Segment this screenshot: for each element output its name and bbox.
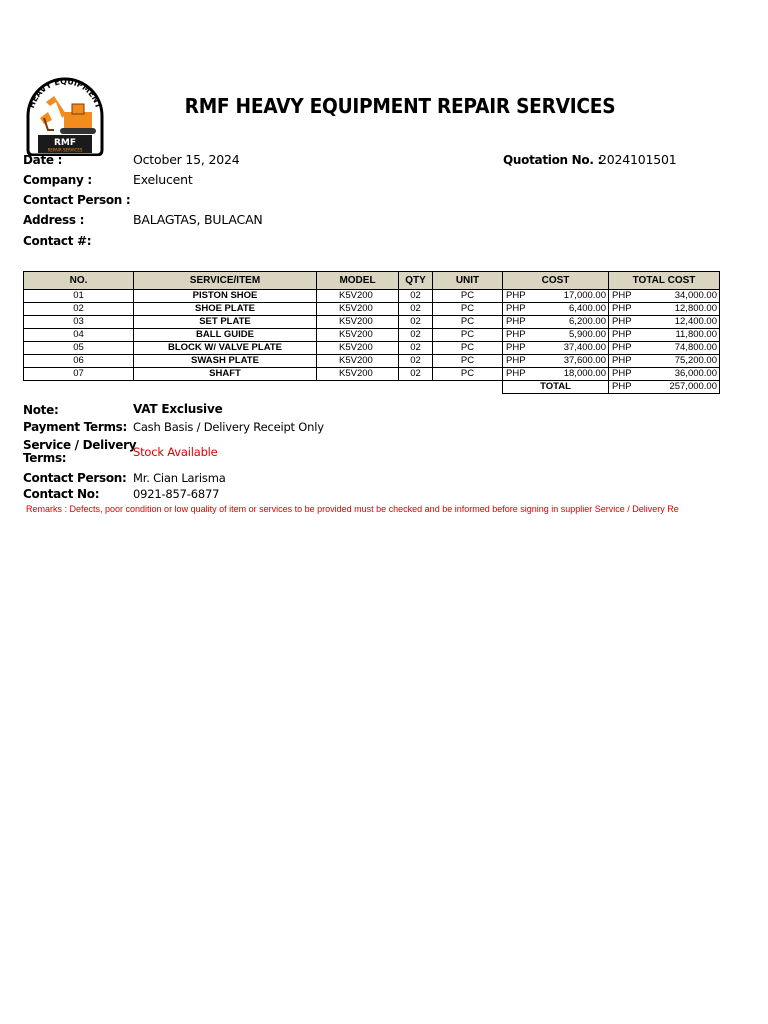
contact-no-terms-value: 0921-857-6877 (133, 487, 220, 501)
contact-person-label: Contact Person : (23, 193, 131, 207)
row-unit: PC (433, 329, 503, 342)
header-unit: UNIT (433, 272, 503, 290)
row-cost (503, 290, 609, 303)
currency-label: PHP (506, 329, 526, 340)
contact-person-terms-label: Contact Person: (23, 471, 127, 485)
row-item: SHAFT (134, 368, 317, 381)
address-label: Address : (23, 213, 85, 227)
row-cost (503, 368, 609, 381)
row-unit: PC (433, 290, 503, 303)
row-total (609, 290, 720, 303)
document-title: RMF HEAVY EQUIPMENT REPAIR SERVICES (184, 94, 616, 118)
currency-label: PHP (506, 290, 526, 301)
row-model: K5V200 (317, 329, 399, 342)
row-qty: 02 (399, 329, 433, 342)
currency-label: PHP (506, 303, 526, 314)
row-model: K5V200 (317, 355, 399, 368)
header-total-cost: TOTAL COST (609, 272, 720, 290)
contact-person-terms-value: Mr. Cian Larisma (133, 471, 226, 485)
total-value-cell (609, 381, 720, 394)
table-row (24, 368, 720, 381)
row-total-value: 12,800.00 (674, 303, 717, 314)
currency-label: PHP (612, 368, 632, 379)
currency-label: PHP (612, 355, 632, 366)
row-total (609, 329, 720, 342)
table-total-row (24, 381, 720, 394)
row-item: BLOCK W/ VALVE PLATE (134, 342, 317, 355)
contact-number-label: Contact #: (23, 234, 92, 248)
row-qty: 02 (399, 316, 433, 329)
logo-arc-text: HEAVY EQUIPMENT (27, 76, 103, 110)
row-cost-value: 37,400.00 (563, 342, 606, 353)
row-item: SET PLATE (134, 316, 317, 329)
row-cost-value: 6,200.00 (569, 316, 606, 327)
row-cost (503, 303, 609, 316)
total-value: 257,000.00 (669, 381, 717, 392)
row-qty: 02 (399, 303, 433, 316)
quotation-table (23, 271, 720, 394)
table-row (24, 355, 720, 368)
date-label: Date : (23, 153, 63, 167)
table-row (24, 329, 720, 342)
payment-terms-label: Payment Terms: (23, 420, 128, 434)
currency-label: PHP (506, 342, 526, 353)
table-header-row (24, 272, 720, 290)
row-no: 07 (24, 368, 134, 381)
row-qty: 02 (399, 368, 433, 381)
table-row (24, 342, 720, 355)
row-cost (503, 355, 609, 368)
payment-terms-value: Cash Basis / Delivery Receipt Only (133, 420, 324, 434)
row-total (609, 355, 720, 368)
header-service-item: SERVICE/ITEM (134, 272, 317, 290)
table-row (24, 303, 720, 316)
service-terms-value: Stock Available (133, 445, 218, 459)
row-item: SHOE PLATE (134, 303, 317, 316)
currency-label: PHP (612, 303, 632, 314)
currency-label: PHP (612, 381, 632, 392)
row-no: 06 (24, 355, 134, 368)
quotation-label: Quotation No. : (503, 153, 602, 167)
row-total-value: 74,800.00 (674, 342, 717, 353)
row-total (609, 303, 720, 316)
row-cost-value: 17,000.00 (563, 290, 606, 301)
row-item: BALL GUIDE (134, 329, 317, 342)
row-cost-value: 5,900.00 (569, 329, 606, 340)
table-row (24, 316, 720, 329)
row-no: 04 (24, 329, 134, 342)
header-model: MODEL (317, 272, 399, 290)
row-total-value: 12,400.00 (674, 316, 717, 327)
table-row (24, 290, 720, 303)
row-model: K5V200 (317, 316, 399, 329)
date-value: October 15, 2024 (133, 152, 240, 167)
note-label: Note: (23, 403, 59, 417)
row-cost-value: 18,000.00 (563, 368, 606, 379)
row-unit: PC (433, 368, 503, 381)
row-item: SWASH PLATE (134, 355, 317, 368)
currency-label: PHP (612, 290, 632, 301)
row-qty: 02 (399, 290, 433, 303)
row-cost-value: 37,600.00 (563, 355, 606, 366)
row-no: 05 (24, 342, 134, 355)
row-no: 01 (24, 290, 134, 303)
row-total (609, 368, 720, 381)
remarks-text: Remarks : Defects, poor condition or low quality of item or services to be provided must be checked and be informed before signing in supplier Service / Delivery Re (26, 504, 679, 514)
row-qty: 02 (399, 342, 433, 355)
row-unit: PC (433, 316, 503, 329)
currency-label: PHP (612, 316, 632, 327)
currency-label: PHP (612, 342, 632, 353)
currency-label: PHP (506, 355, 526, 366)
row-total-value: 34,000.00 (674, 290, 717, 301)
row-model: K5V200 (317, 290, 399, 303)
row-unit: PC (433, 355, 503, 368)
currency-label: PHP (506, 368, 526, 379)
company-value: Exelucent (133, 172, 193, 187)
row-cost (503, 329, 609, 342)
note-value: VAT Exclusive (133, 402, 223, 416)
currency-label: PHP (506, 316, 526, 327)
row-unit: PC (433, 303, 503, 316)
row-model: K5V200 (317, 342, 399, 355)
row-total-value: 75,200.00 (674, 355, 717, 366)
row-total (609, 342, 720, 355)
address-value: BALAGTAS, BULACAN (133, 212, 263, 227)
currency-label: PHP (612, 329, 632, 340)
row-total-value: 36,000.00 (674, 368, 717, 379)
row-cost-value: 6,400.00 (569, 303, 606, 314)
row-cost (503, 316, 609, 329)
row-unit: PC (433, 342, 503, 355)
row-no: 02 (24, 303, 134, 316)
total-label: TOTAL (503, 381, 609, 394)
logo-sub: REPAIR SERVICES (47, 147, 83, 153)
logo-name: RMF (53, 138, 77, 148)
row-total-value: 11,800.00 (675, 329, 717, 340)
header-qty: QTY (399, 272, 433, 290)
row-model: K5V200 (317, 303, 399, 316)
service-terms-label-line1: Service / Delivery (23, 438, 137, 452)
row-cost (503, 342, 609, 355)
row-total (609, 316, 720, 329)
contact-no-terms-label: Contact No: (23, 487, 100, 501)
header-no: NO. (24, 272, 134, 290)
row-no: 03 (24, 316, 134, 329)
company-label: Company : (23, 173, 92, 187)
header-cost: COST (503, 272, 609, 290)
service-terms-label-line2: Terms: (23, 451, 67, 465)
row-item: PISTON SHOE (134, 290, 317, 303)
quotation-value: 2024101501 (599, 152, 677, 167)
row-model: K5V200 (317, 368, 399, 381)
row-qty: 02 (399, 355, 433, 368)
